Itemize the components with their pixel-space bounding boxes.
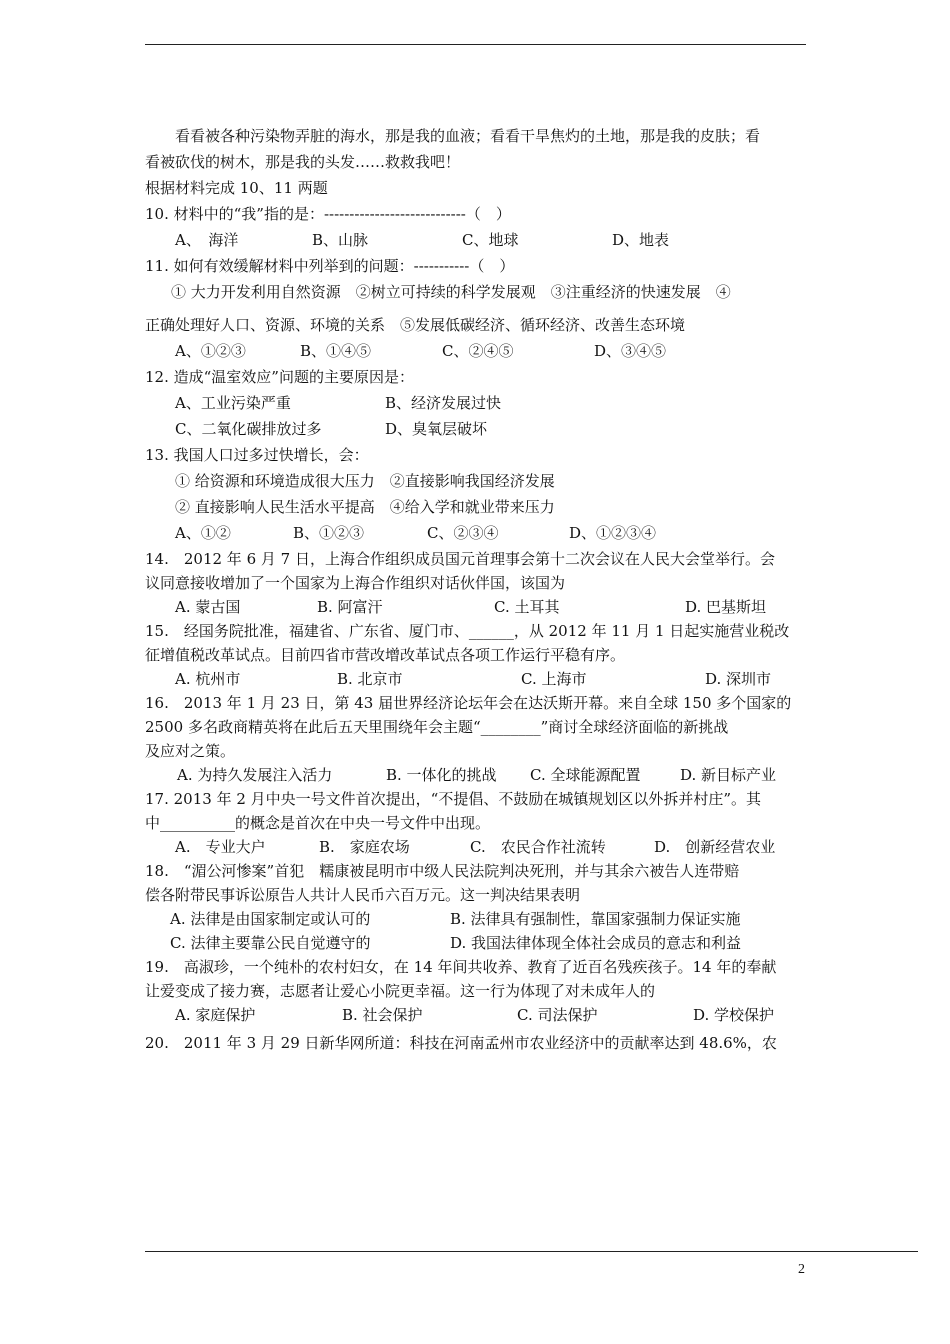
question-15-stem: 征增值税改革试点。目前四省市营改增改革试点各项工作运行平稳有序。 [145,646,626,664]
question-11-stem: 11. 如何有效缓解材料中列举到的问题：-----------（ ） [145,257,515,275]
instruction: 根据材料完成 10、11 两题 [145,179,328,197]
option-c: C、②④⑤ [442,342,514,360]
question-11-items: 正确处理好人口、资源、环境的关系 ⑤发展低碳经济、循环经济、改善生态环境 [145,316,686,334]
option-a: A. 专业大户 [175,838,266,856]
question-16-stem: 16. 2013 年 1 月 23 日，第 43 届世界经济论坛年会在达沃斯开幕。来自全球 150 多个国家的 [145,694,792,712]
question-13-stem: 13. 我国人口过多过快增长，会： [145,446,369,464]
question-19-options [145,1003,810,1027]
option-c: C、②③④ [427,524,499,542]
option-a: A. 家庭保护 [175,1006,256,1024]
option-c: C. 司法保护 [517,1006,598,1024]
question-10-options [145,228,810,252]
option-a: A. 杭州市 [175,670,241,688]
option-b: B. 家庭农场 [319,838,410,856]
option-b: B、①②③ [293,524,365,542]
option-c: C、地球 [462,231,519,249]
question-18-options [145,907,810,931]
option-a: A. 蒙古国 [175,598,241,616]
question-13-options [145,521,810,545]
option-b: B、山脉 [312,231,369,249]
question-12-stem: 12. 造成“温室效应”问题的主要原因是： [145,368,414,386]
option-c: C、二氧化碳排放过多 [175,420,322,438]
option-b: B、①④⑤ [300,342,372,360]
question-18-stem: 偿各附带民事诉讼原告人共计人民币六百万元。这一判决结果表明 [145,886,581,904]
option-c: C. 农民合作社流转 [470,838,606,856]
question-16-stem: 及应对之策。 [145,742,236,760]
option-c: C. 全球能源配置 [530,766,641,784]
question-18-options [145,931,810,955]
passage-line: 看被砍伐的树木，那是我的头发……救救我吧！ [145,153,461,171]
passage-line: 看看被各种污染物弄脏的海水，那是我的血液；看看干旱焦灼的土地，那是我的皮肤；看 [175,127,761,145]
question-11-options [145,339,810,363]
option-a: A. 为持久发展注入活力 [177,766,333,784]
question-14-options [145,595,810,619]
option-b: B. 一体化的挑战 [386,766,497,784]
question-17-stem: 17. 2013 年 2 月中央一号文件首次提出，“不提倡、不鼓励在城镇规划区以外拆并村庄”。其 [145,790,761,808]
question-16-options [145,763,810,787]
question-12-options [145,391,810,415]
option-d: D、①②③④ [569,524,657,542]
question-15-stem: 15. 经国务院批准，福建省、广东省、厦门市、______，从 2012 年 11 月 1 日起实施营业税改 [145,622,790,640]
option-d: D. 创新经营农业 [654,838,776,856]
header-rule [145,44,806,45]
option-b: B、经济发展过快 [385,394,502,412]
option-d: D、臭氧层破坏 [385,420,488,438]
question-14-stem: 14. 2012 年 6 月 7 日，上海合作组织成员国元首理事会第十二次会议在人民大会堂举行。会 [145,550,775,568]
option-d: D、地表 [612,231,670,249]
option-d: D. 深圳市 [705,670,772,688]
question-14-stem: 议同意接收增加了一个国家为上海合作组织对话伙伴国，该国为 [145,574,566,592]
option-b: B. 北京市 [337,670,403,688]
option-a: A、①② [175,524,231,542]
option-b: B. 法律具有强制性，靠国家强制力保证实施 [450,910,741,928]
option-a: A、工业污染严重 [175,394,291,412]
question-18-stem: 18. “湄公河惨案”首犯 糯康被昆明市中级人民法院判决死刑，并与其余六被告人连带赔 [145,862,740,880]
question-19-stem: 让爱变成了接力赛，志愿者让爱心小院更幸福。这一行为体现了对未成年人的 [145,982,656,1000]
option-d: D. 巴基斯坦 [685,598,767,616]
question-17-options [145,835,810,859]
option-a: A. 法律是由国家制定或认可的 [170,910,371,928]
option-b: B. 社会保护 [342,1006,423,1024]
question-16-stem: 2500 多名政商精英将在此后五天里围绕年会主题“________”商讨全球经济面临的新挑战 [145,718,729,736]
option-c: C. 法律主要靠公民自觉遵守的 [170,934,371,952]
page-number: 2 [798,1262,805,1277]
option-a: A、①②③ [175,342,246,360]
question-10-stem: 10. 材料中的“我”指的是：----------------------------（ ） [145,205,511,223]
question-11-items: ① 大力开发利用自然资源 ②树立可持续的科学发展观 ③注重经济的快速发展 ④ [171,283,731,301]
option-b: B. 阿富汗 [317,598,383,616]
question-17-stem: 中__________的概念是首次在中央一号文件中出现。 [145,814,491,832]
option-c: C. 上海市 [521,670,587,688]
option-d: D. 新目标产业 [680,766,777,784]
footer-rule [145,1251,918,1252]
question-15-options [145,667,810,691]
question-13-items: ② 直接影响人民生活水平提高 ④给入学和就业带来压力 [175,498,555,516]
page-content [145,124,810,1055]
option-d: D. 学校保护 [693,1006,775,1024]
question-20-stem: 20. 2011 年 3 月 29 日新华网所道：科技在河南孟州市农业经济中的贡献率达到 48.6%，农 [145,1034,777,1052]
question-13-items: ① 给资源和环境造成很大压力 ②直接影响我国经济发展 [175,472,555,490]
option-d: D、③④⑤ [594,342,667,360]
question-19-stem: 19. 高淑珍，一个纯朴的农村妇女，在 14 年间共收养、教育了近百名残疾孩子。14 年的奉献 [145,958,777,976]
option-a: A、 海洋 [175,231,239,249]
option-c: C. 土耳其 [494,598,560,616]
question-12-options [145,417,810,441]
option-d: D. 我国法律体现全体社会成员的意志和利益 [450,934,742,952]
